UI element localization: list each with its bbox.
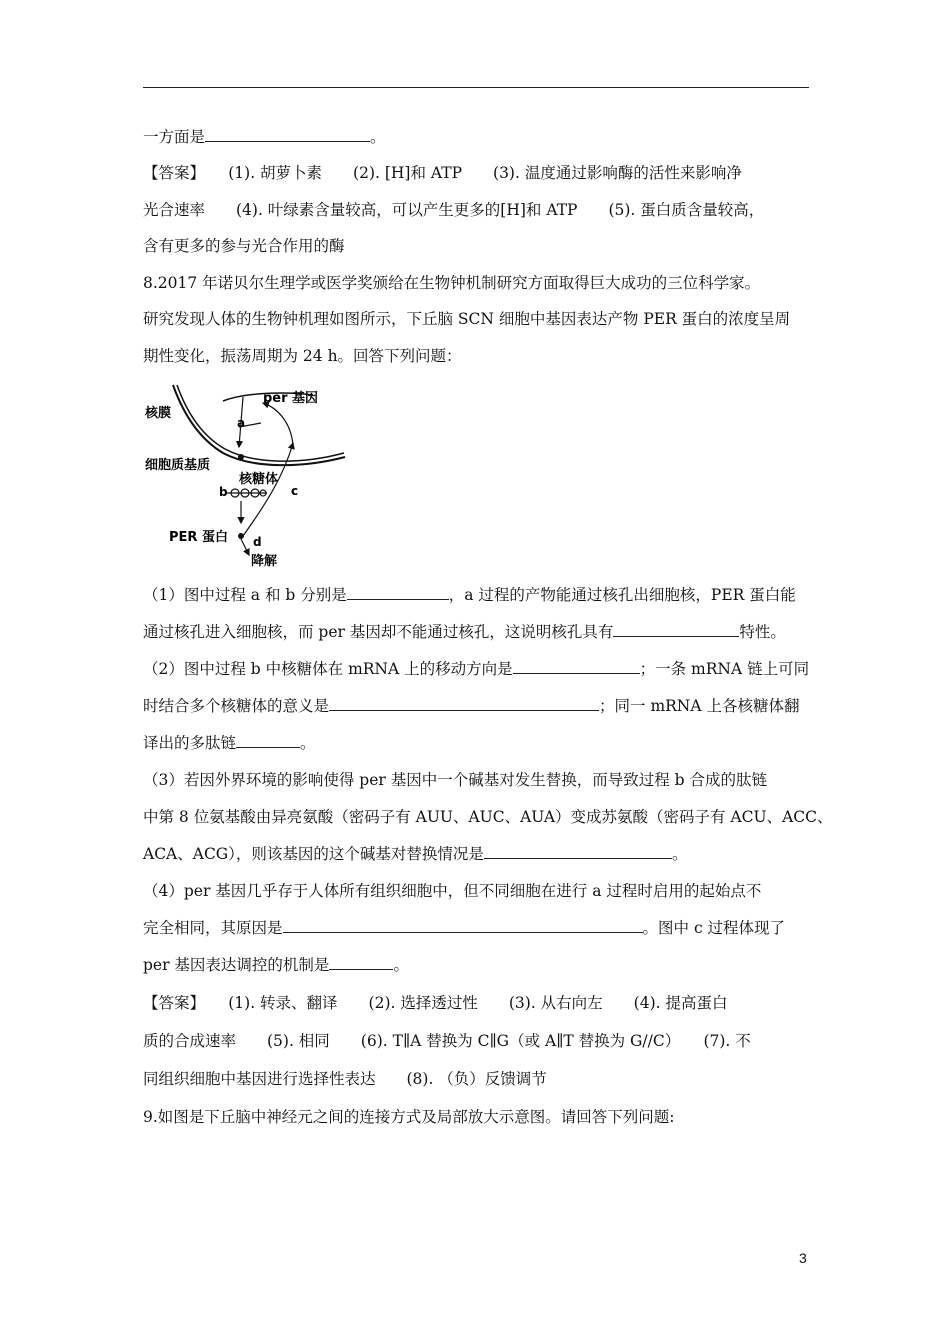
answer-line: 质的合成速率 (5). 相同 (6). T∥A 替换为 C∥G（或 A∥T 替换为 G//C） (7). 不: [143, 1032, 751, 1050]
answer-line: 同组织细胞中基因进行选择性表达 (8). （负）反馈调节: [143, 1070, 547, 1088]
question-8-4: per 基因表达调控的机制是 。: [143, 956, 409, 974]
answer-line: 【答案】 (1). 胡萝卜素 (2). [H]和 ATP (3). 温度通过影响酶的活性来影响净: [143, 164, 742, 182]
answer-blank[interactable]: [484, 844, 672, 859]
cytoplasm-label: 细胞质基质: [145, 458, 211, 473]
question-9-stem: 9.如图是下丘脑中神经元之间的连接方式及局部放大示意图。请回答下列问题:: [143, 1108, 675, 1126]
question-8-3: 中第 8 位氨基酸由异亮氨酸（密码子有 AUU、AUC、AUA）变成苏氨酸（密码子有 ACU、ACC、: [143, 808, 833, 826]
question-8-stem: 8.2017 年诺贝尔生理学或医学奖颁给在生物钟机制研究方面取得巨大成功的三位科学家。: [143, 274, 761, 292]
answer-blank[interactable]: [613, 622, 739, 637]
question-8-1: （1）图中过程 a 和 b 分别是 ，a 过程的产物能通过核孔出细胞核，PER 蛋白能: [143, 586, 796, 604]
question-8-stem: 研究发现人体的生物钟机理如图所示，下丘脑 SCN 细胞中基因表达产物 PER 蛋白的浓度呈周: [143, 310, 791, 328]
per-gene-label: per 基因: [263, 391, 319, 406]
answer-line: 【答案】 (1). 转录、翻译 (2). 选择透过性 (3). 从右向左 (4). 提高蛋白: [143, 994, 728, 1012]
ribosome-label: 核糖体: [239, 472, 279, 487]
degradation-label: 降解: [251, 554, 278, 569]
question-8-stem: 期性变化，振荡周期为 24 h。回答下列问题：: [143, 347, 462, 365]
question-8-3: （3）若因外界环境的影响使得 per 基因中一个碱基对发生替换，而导致过程 b 合成的肽链: [143, 771, 767, 789]
nuclear-membrane-label: 核膜: [145, 406, 172, 421]
question-8-2: 时结合多个核糖体的意义是 ；同一 mRNA 上各核糖体翻: [143, 697, 800, 715]
answer-blank[interactable]: [329, 955, 393, 970]
header-rule: [143, 87, 809, 88]
biological-clock-diagram: [143, 383, 373, 573]
answer-line: 含有更多的参与光合作用的酶: [143, 237, 345, 255]
page-number: 3: [799, 1250, 807, 1266]
question-8-2: （2）图中过程 b 中核糖体在 mRNA 上的移动方向是 ；一条 mRNA 链上可同: [143, 660, 810, 678]
question-8-2: 译出的多肽链 。: [143, 734, 316, 752]
per-protein-label: PER 蛋白: [169, 530, 228, 545]
question-8-4: 完全相同，其原因是 。图中 c 过程体现了: [143, 919, 786, 937]
label-a: a: [237, 416, 246, 430]
answer-line: 光合速率 (4). 叶绿素含量较高，可以产生更多的[H]和 ATP (5). 蛋白质含量较高，: [143, 201, 765, 219]
label-b: b: [219, 485, 228, 499]
answer-blank[interactable]: [329, 696, 599, 711]
answer-blank[interactable]: [513, 659, 640, 674]
label-c: c: [291, 484, 299, 498]
arrow-d: [241, 539, 249, 555]
question-8-1: 通过核孔进入细胞核，而 per 基因却不能通过核孔，这说明核孔具有 特性。: [143, 623, 786, 641]
label-d: d: [253, 535, 262, 549]
answer-blank[interactable]: [347, 585, 449, 600]
question-8-4: （4）per 基因几乎存于人体所有组织细胞中，但不同细胞在进行 a 过程时启用的起始点不: [143, 882, 762, 900]
question-8-3: ACA、ACG），则该基因的这个碱基对替换情况是 。: [143, 845, 688, 863]
arrow-c: [243, 443, 293, 536]
answer-blank[interactable]: [205, 127, 370, 142]
answer-blank[interactable]: [236, 733, 300, 748]
answer-blank[interactable]: [283, 918, 643, 933]
text-line: 一方面是 。: [143, 128, 386, 146]
